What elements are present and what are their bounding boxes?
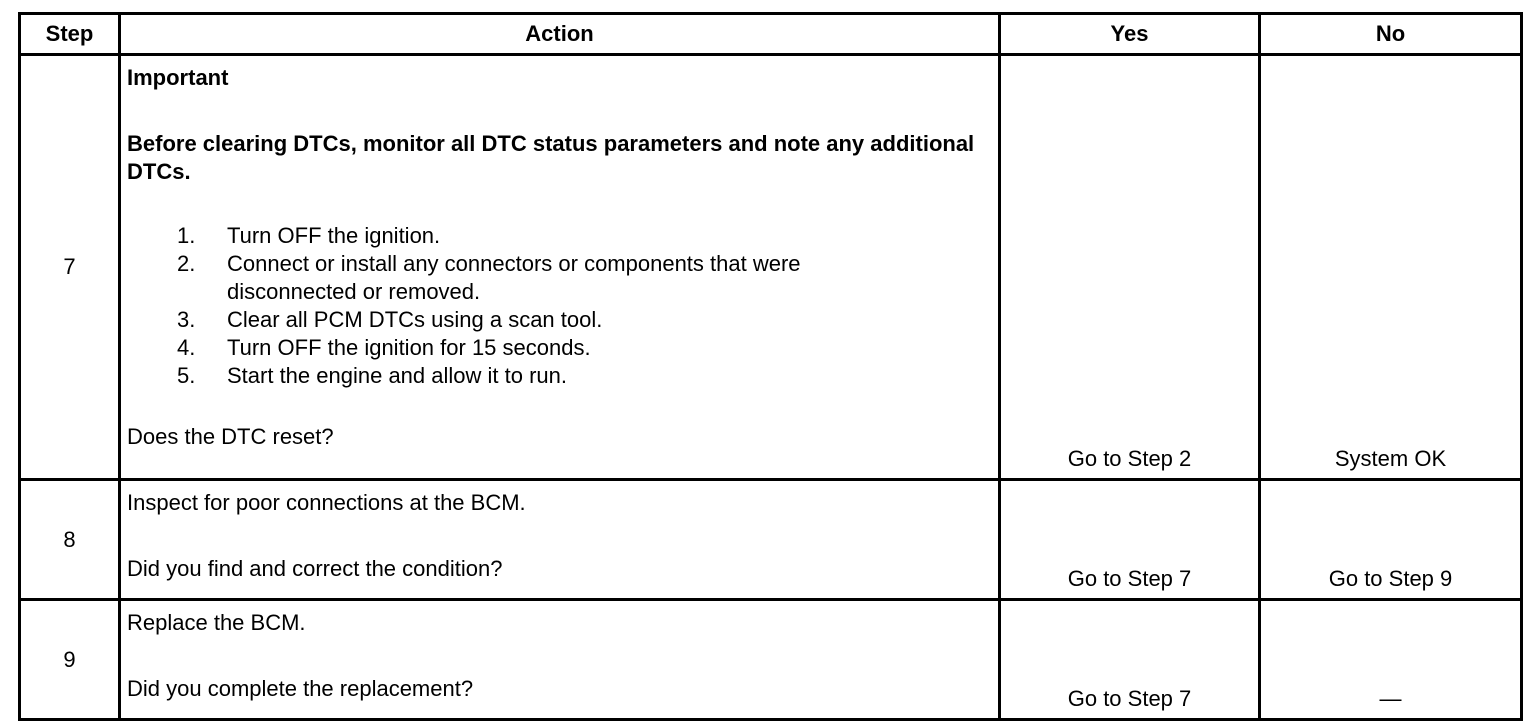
important-text: Before clearing DTCs, monitor all DTC status parameters and note any additional DTCs.: [127, 131, 975, 184]
no-result: Go to Step 9: [1260, 480, 1522, 600]
question-text: Did you complete the replacement?: [127, 676, 474, 701]
instruction-text: Inspect for poor connections at the BCM.: [127, 490, 526, 515]
step-number: 8: [20, 480, 120, 600]
step-number: 9: [20, 600, 120, 720]
no-result: —: [1260, 600, 1522, 720]
table-row: [20, 600, 1522, 720]
list-item: 5. Start the engine and allow it to run.: [177, 363, 567, 388]
action-cell: [120, 55, 1000, 480]
question-text: Did you find and correct the condition?: [127, 556, 503, 581]
table-row: [20, 55, 1522, 480]
action-cell: [120, 480, 1000, 600]
yes-result: Go to Step 7: [1000, 600, 1260, 720]
procedure-list: [127, 222, 992, 390]
list-item: 3. Clear all PCM DTCs using a scan tool.: [177, 307, 603, 332]
step-number: 7: [20, 55, 120, 480]
header-action: Action: [120, 14, 1000, 55]
list-item: 2. Connect or install any connectors or components that were disconnected or removed.: [177, 251, 801, 304]
important-label: Important: [127, 65, 229, 90]
question-text: Does the DTC reset?: [127, 424, 334, 449]
header-no: No: [1260, 14, 1522, 55]
list-item: 4. Turn OFF the ignition for 15 seconds.: [177, 335, 591, 360]
header-step: Step: [20, 14, 120, 55]
yes-result: Go to Step 7: [1000, 480, 1260, 600]
header-row: [20, 14, 1522, 55]
no-result: System OK: [1260, 55, 1522, 480]
table-row: [20, 480, 1522, 600]
yes-result: Go to Step 2: [1000, 55, 1260, 480]
instruction-text: Replace the BCM.: [127, 610, 306, 635]
diagnostic-table: [18, 12, 1523, 721]
action-cell: [120, 600, 1000, 720]
header-yes: Yes: [1000, 14, 1260, 55]
list-item: 1. Turn OFF the ignition.: [177, 223, 441, 248]
